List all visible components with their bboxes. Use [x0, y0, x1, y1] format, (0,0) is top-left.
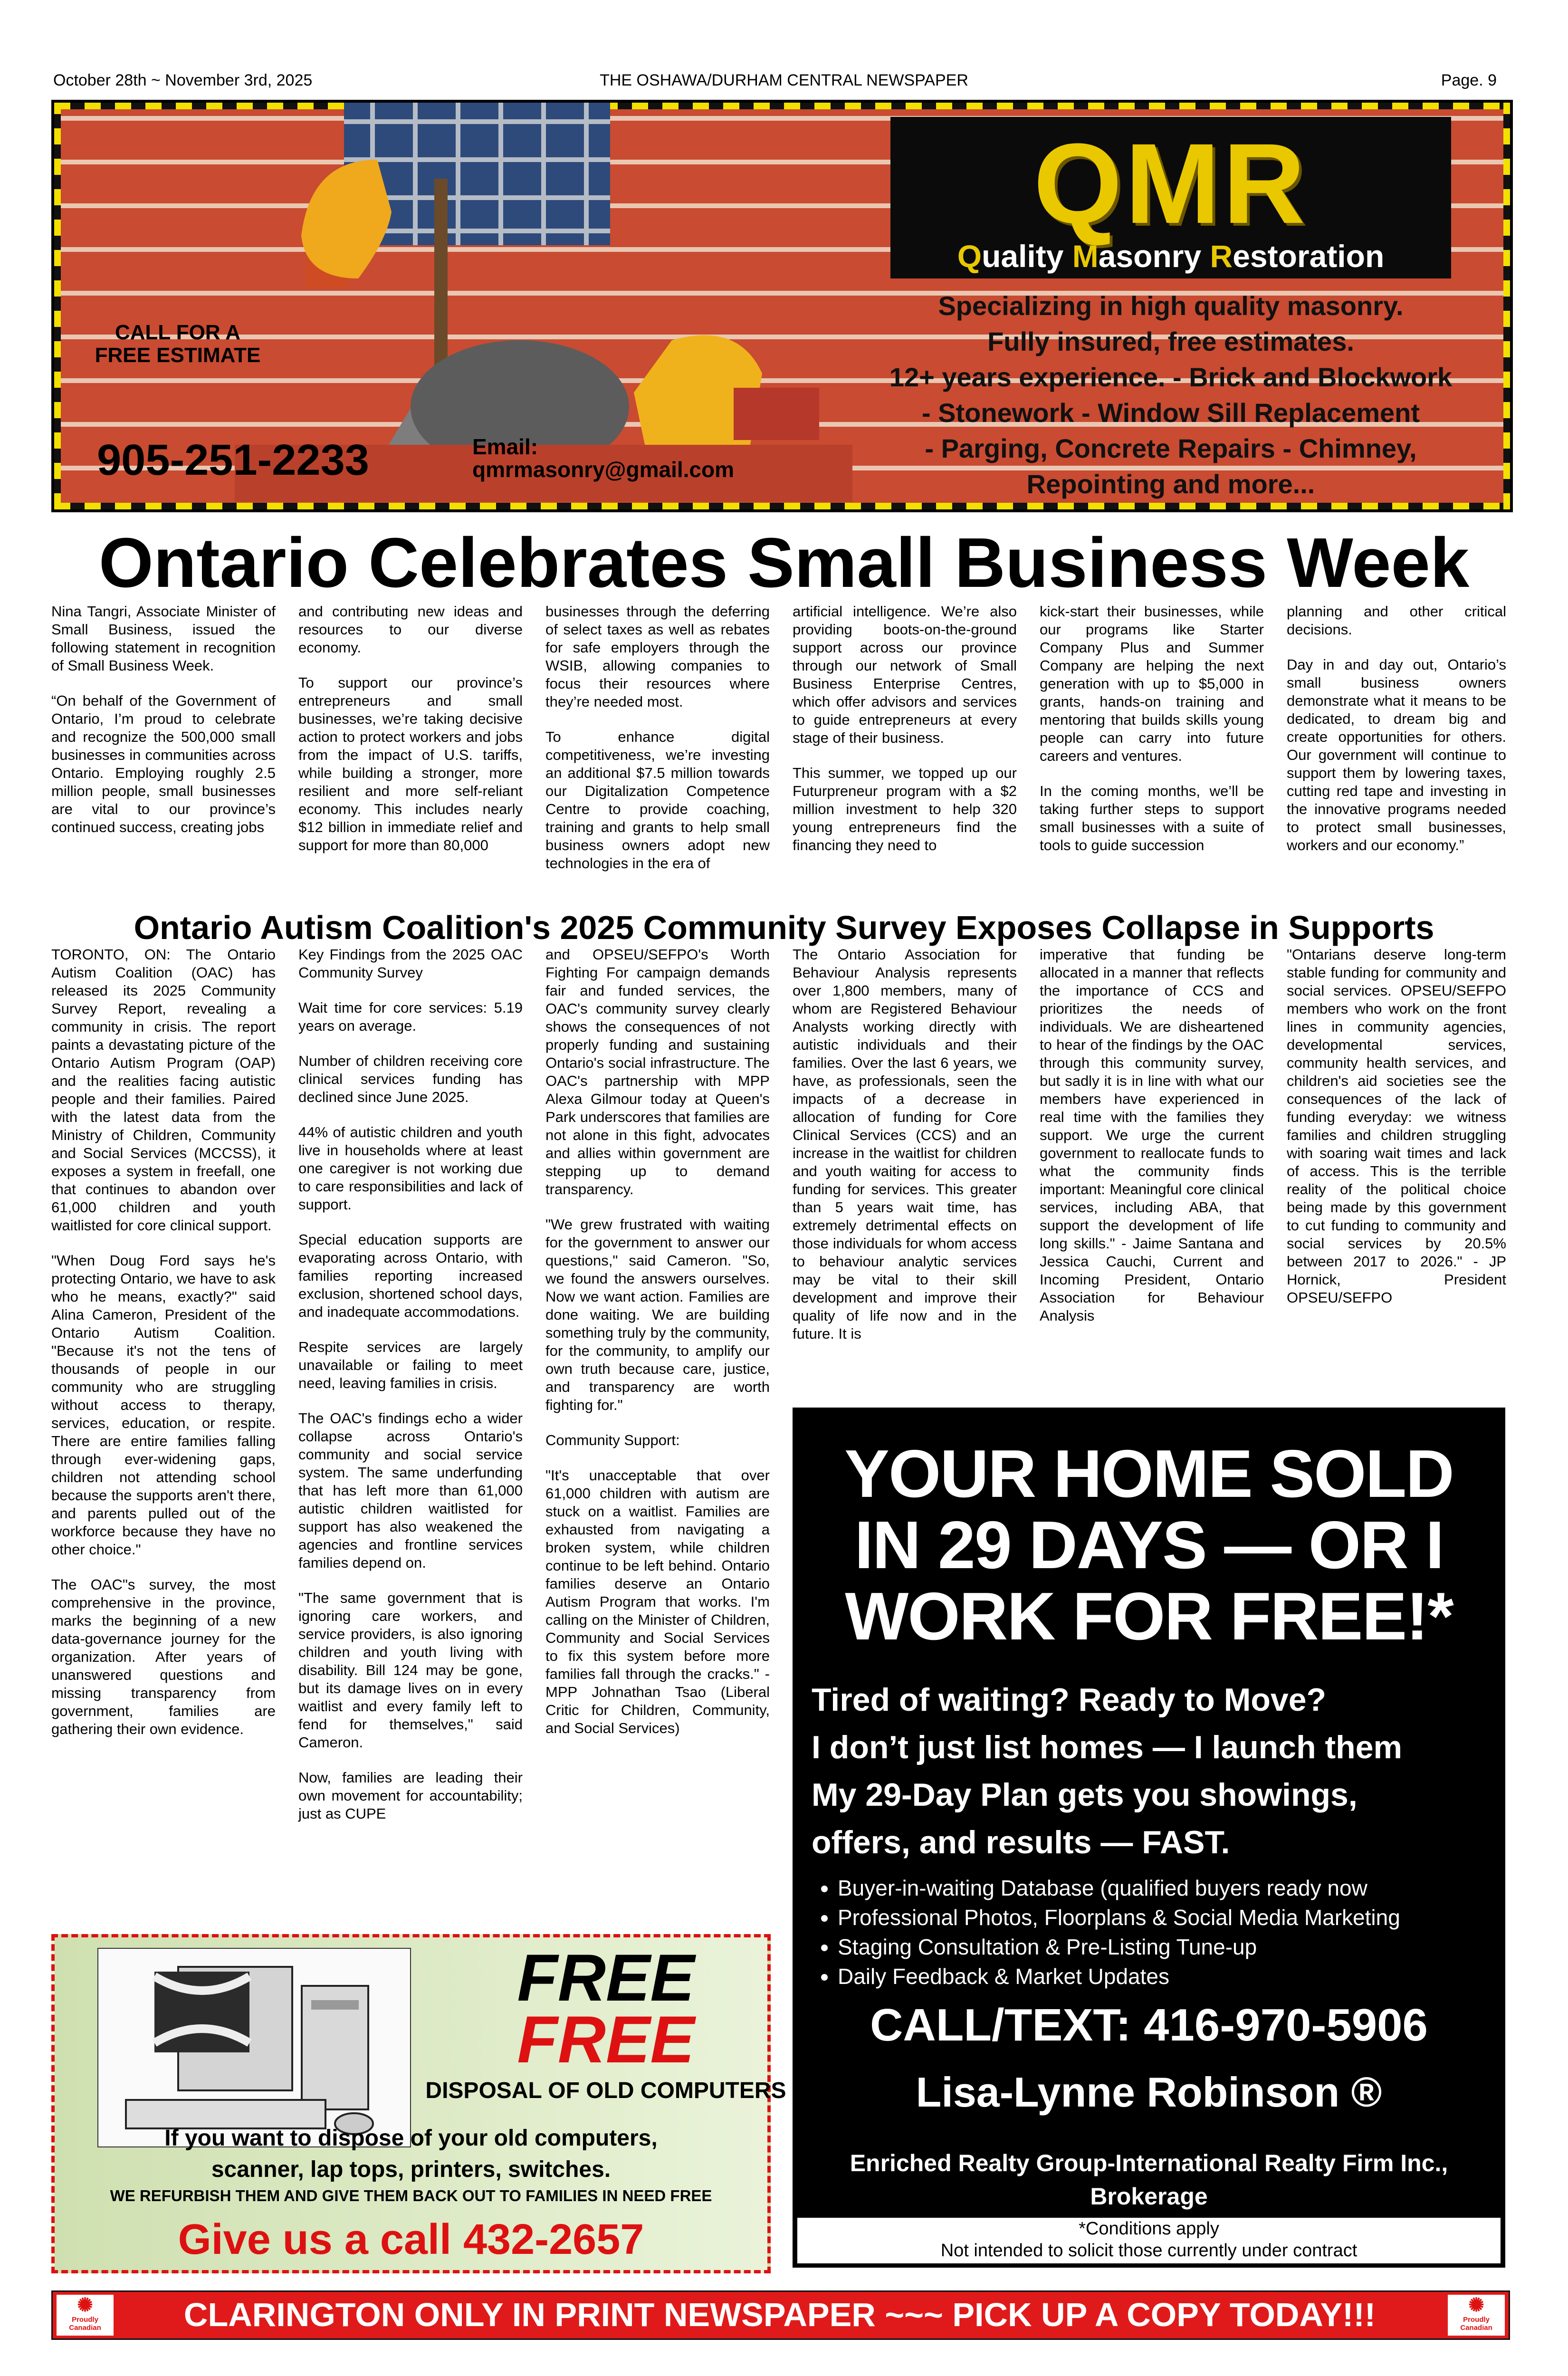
qmr-phone[interactable]: 905-251-2233 [97, 436, 369, 484]
paragraph: "It's unacceptable that over 61,000 children with autism are stuck on a waitlist. Families are exhausted from navigating a broken system, while children continue to be left behind. Ontario families deserve an Ontario Autism Program that works. I'm calling on the Minister of Children, Community and Social Services to fix this system before more families fall through the cracks." - MPP Johnathan Tsao (Liberal Critic for Children, Community, and Social Services) [545, 1467, 770, 1736]
paragraph: Wait time for core services: 5.19 years on average. [298, 999, 523, 1034]
service-line-4: - Stonework - Window Sill Replacement [921, 398, 1420, 428]
qmr-masonry-ad[interactable] [51, 100, 1513, 512]
article1-col3 [545, 603, 770, 890]
email-label: Email: [472, 434, 538, 459]
paragraph: "We grew frustrated with waiting for the government to answer our questions," said Cameron. "So, we found the answers ourselves. Now we want action. Families are done waiting. We are building something truly by the community, for the community, to amplify our own truth because care, justice, and transparency are worth fighting for." [545, 1216, 770, 1413]
article1-col2 [298, 603, 523, 872]
paragraph: Nina Tangri, Associate Minister of Small Business, issued the following statement in recognition of Small Business Week. [51, 603, 276, 674]
old-computer-illustration [97, 1948, 411, 2147]
paragraph: The OAC's findings echo a wider collapse across Ontario's community and social service system. The same underfunding that has left more than 61,000 autistic children waitlisted for support has also weakened the agencies and frontline services families depend on. [298, 1410, 523, 1571]
conditions-box [797, 2218, 1501, 2263]
feature-bullet: • Staging Consultation & Pre-Listing Tune-up [838, 1932, 1522, 1962]
paragraph: 44% of autistic children and youth live in households where at least one caregiver is not working due to care responsibilities and lack of support. [298, 1124, 523, 1213]
paragraph: planning and other critical decisions. [1287, 603, 1506, 638]
subtitle-r: R [1210, 239, 1233, 274]
maple-leaf-icon: ✺ [1468, 2295, 1484, 2316]
qmr-email-block [472, 435, 734, 481]
qmr-email[interactable]: qmrmasonry@gmail.com [472, 457, 735, 482]
paragraph: kick-start their businesses, while our programs like Starter Company Plus and Summer Company are helping the next generation with up to $5,000 in grants, hands-on training and mentoring that builds skills young people can carry into future careers and ventures. [1040, 603, 1264, 764]
paragraph: businesses through the deferring of select taxes as well as rebates for safe employers through the WSIB, allowing companies to focus their resources where they’re needed most. [545, 603, 770, 710]
paragraph: In the coming months, we’ll be taking further steps to support small businesses with a suite of tools to guide succession [1040, 783, 1264, 853]
subtitle-m: M [1072, 239, 1099, 274]
subtitle-quality: uality [982, 239, 1072, 274]
refurbish-note: WE REFURBISH THEM AND GIVE THEM BACK OUT TO FAMILIES IN NEED FREE [110, 2187, 712, 2204]
footer-text: CLARINGTON ONLY IN PRINT NEWSPAPER ~~~ PICK UP A COPY TODAY!!! [183, 2296, 1376, 2333]
realtor-features [812, 1873, 1522, 1991]
qmr-info-panel [889, 117, 1453, 499]
proudly-canadian-badge-left [57, 2295, 114, 2336]
footer-banner [51, 2290, 1510, 2340]
maple-leaf-icon: ✺ [77, 2295, 93, 2316]
paragraph: Day in and day out, Ontario’s small business owners demonstrate what it means to be dedicated, to dream big and create opportunities for others. Our government will continue to support them by lowering taxes, cutting red tape and investing in the innovative programs needed to protect small businesses, workers and our economy.” [1287, 656, 1506, 853]
realtor-phone[interactable]: CALL/TEXT: 416-970-5906 [870, 2000, 1428, 2050]
conditions-line-2: Not intended to solicit those currently under contract [940, 2241, 1358, 2261]
paragraph: "Ontarians deserve long-term stable funding for community and social services. OPSEU/SEFPO members who work on the front lines in community agencies, developmental services, community health services, and children's aid societies see the consequences of the lack of funding everyday: we witness families and children struggling with soaring wait times and lack of access. This is the terrible reality of the political choice being made by this government to cut funding to community and social services by 20.5% between 2017 to 2026." - JP Hornick, President OPSEU/SEFPO [1287, 946, 1506, 1306]
realtor-headline [793, 1438, 1505, 1652]
subtitle-masonry: asonry [1098, 239, 1210, 274]
article2-col2 [298, 946, 523, 1840]
badge-right-bottom: Canadian [1460, 2324, 1492, 2332]
badge-right-top: Proudly [1463, 2316, 1490, 2324]
article1-col1 [51, 603, 276, 853]
qmr-subtitle [890, 238, 1451, 274]
article2-col5 [1040, 946, 1264, 1342]
feature-bullet: • Daily Feedback & Market Updates [838, 1962, 1522, 1991]
badge-left-bottom: Canadian [69, 2324, 101, 2332]
subtitle-restoration: estoration [1233, 239, 1385, 274]
call-line-1: CALL FOR A [115, 321, 240, 344]
article1-col6 [1287, 603, 1506, 872]
pitch-line-3: My 29-Day Plan gets you showings, [812, 1777, 1358, 1813]
realtor-ad[interactable] [793, 1408, 1505, 2268]
feature-bullet: • Buyer-in-waiting Database (qualified buyers ready now [838, 1873, 1522, 1903]
paragraph: Community Support: [545, 1432, 680, 1448]
pitch-line-4: offers, and results — FAST. [812, 1824, 1230, 1860]
paragraph: Special education supports are evaporating across Ontario, with families reporting increased exclusion, shortened school days, and inadequate accommodations. [298, 1231, 523, 1320]
paragraph: Key Findings from the 2025 OAC Community Survey [298, 946, 523, 981]
service-line-3: 12+ years experience. - Brick and Blockwork [889, 362, 1453, 392]
free-heading-2: FREE [517, 2002, 695, 2077]
call-for-estimate [64, 321, 292, 367]
feature-bullet: • Professional Photos, Floorplans & Social Media Marketing [838, 1903, 1522, 1932]
paragraph: artificial intelligence. We’re also providing boots-on-the-ground support across our province through our network of Small Business Enterprise Centres, which offer advisors and services to guide entrepreneurs at every stage of their business. [793, 603, 1017, 746]
brokerage-line-1: Enriched Realty Group-International Realty Firm Inc., [850, 2150, 1448, 2176]
caution-border-left [54, 103, 61, 509]
qmr-services [833, 288, 1508, 502]
paragraph: and contributing new ideas and resources to our diverse economy. [298, 603, 523, 656]
pitch-line-1: Tired of waiting? Ready to Move? [812, 1682, 1327, 1718]
headline-line-3: WORK FOR FREE!* [845, 1579, 1453, 1654]
paragraph: imperative that funding be allocated in a manner that reflects the importance of CCS and prioritizes the needs of individuals. We are disheartened to hear of the findings by the OAC through this community survey, but sadly it is in line with what our members have experienced in real time with the families they support. We urge the current government to reallocate funds to what the community finds important: Meaningful core clinical services, including ABA, that support the development of life long skills." - Jaime Santana and Jessica Cauchi, Current and Incoming President, Ontario Association for Behaviour Analysis [1040, 946, 1264, 1324]
free-computer-disposal-ad[interactable] [51, 1934, 786, 2273]
subtitle-q: Q [957, 239, 982, 274]
realtor-pitch [812, 1676, 1496, 1866]
disposal-subtitle: DISPOSAL OF OLD COMPUTERS [425, 2078, 786, 2103]
free-heading [473, 1940, 739, 2077]
free-heading-1: FREE [517, 1940, 695, 2015]
brokerage-line-2: Brokerage [1090, 2183, 1208, 2210]
article-title-small-business: Ontario Celebrates Small Business Week [98, 524, 1470, 602]
headline-line-2: IN 29 DAYS — OR I [854, 1507, 1444, 1583]
realtor-name: Lisa-Lynne Robinson ® [916, 2069, 1382, 2116]
call-line-2: FREE ESTIMATE [95, 344, 261, 367]
proudly-canadian-badge-right [1448, 2295, 1505, 2336]
brokerage [793, 2146, 1505, 2213]
disposal-line-2: scanner, lap tops, printers, switches. [211, 2157, 611, 2182]
paragraph: TORONTO, ON: The Ontario Autism Coalition (OAC) has released its 2025 Community Survey Report, revealing a community in crisis. The report paints a devastating picture of the Ontario Autism Program (OAP) and the realities facing autistic people and their families. Paired with the latest data from the Ministry of Children, Community and Social Services (MCCSS), it exposes a system in freefall, one that continues to abandon over 61,000 children and youth waitlisted for core clinical support. [51, 946, 276, 1234]
pitch-line-2: I don’t just list homes — I launch them [812, 1729, 1402, 1765]
paragraph: The OAC"s survey, the most comprehensive in the province, marks the beginning of a new data-governance journey for the organization. After years of unanswered questions and missing transparency from government, families are gathering their own evidence. [51, 1576, 276, 1737]
paragraph: "When Doug Ford says he's protecting Ontario, we have to ask who he means, exactly?" said Alina Cameron, President of the Ontario Autism Coalition. "Because it's not the tens of thousands of people in our community who are struggling without access to therapy, services, education, or respite. There are entire families falling through ever-widening gaps, children not attending school because the supports aren't there, and parents pulled out of the workforce because they have no other choice." [51, 1252, 276, 1558]
paragraph: Now, families are leading their own movement for accountability; just as CUPE [298, 1769, 523, 1822]
article1-col4 [793, 603, 1017, 872]
paragraph: This summer, we topped up our Futurpreneur program with a $2 million investment to help 320 young entrepreneurs find the financing they need to [793, 765, 1017, 853]
service-line-6: Repointing and more... [1026, 469, 1315, 499]
conditions-line-1: *Conditions apply [1079, 2219, 1219, 2239]
qmr-logo: QMR [1033, 120, 1308, 247]
service-line-5: - Parging, Concrete Repairs - Chimney, [925, 433, 1417, 463]
article2-col4 [793, 946, 1017, 1360]
paragraph: "The same government that is ignoring care workers, and service providers, is also ignoring children and youth living with disability. Bill 124 may be gone, but its damage lives on in every waitlist and every family left to fend for themselves," said Cameron. [298, 1590, 523, 1751]
disposal-line-1: If you want to dispose of your old computers, [164, 2126, 658, 2151]
badge-left-top: Proudly [72, 2316, 98, 2324]
page-number: Page. 9 [1441, 71, 1497, 89]
paragraph: “On behalf of the Government of Ontario, I’m proud to celebrate and recognize the 500,000 small businesses in communities across Ontario. Employing roughly 2.5 million people, small businesses are vital to our province’s continued success, creating jobs [51, 692, 276, 835]
article1-col5 [1040, 603, 1264, 872]
headline-line-1: YOUR HOME SOLD [844, 1436, 1453, 1512]
service-line-2: Fully insured, free estimates. [987, 326, 1354, 356]
service-line-1: Specializing in high quality masonry. [938, 291, 1404, 321]
paragraph: To enhance digital competitiveness, we’re investing an additional $7.5 million towards our Digitalization Competence Centre to provide coaching, training and grants to help small business owners adopt new technologies in the era of [545, 728, 770, 872]
article2-col1 [51, 946, 276, 1755]
article2-col6 [1287, 946, 1506, 1324]
disposal-call[interactable]: Give us a call 432-2657 [178, 2216, 644, 2263]
disposal-details [55, 2123, 767, 2206]
paragraph: The Ontario Association for Behaviour Analysis represents over 1,800 members, many of whom are Registered Behaviour Analysts working directly with autistic individuals and their families. Over the last 6 years, we have, as professionals, seen the impacts of a decrease in allocation of funding for Core Clinical Services (CCS) and an increase in the waitlist for children and youth waiting for access to funding for services. This greater than 5 years wait time, has extremely detrimental effects on those individuals for whom access to behaviour analytic services may be vital to their skill development and improve their quality of life now and in the future. It is [793, 946, 1017, 1342]
paragraph: To support our province’s entrepreneurs and small businesses, we’re taking decisive action to protect workers and jobs from the impact of U.S. tariffs, while building a stronger, more resilient and more self-reliant economy. This includes nearly $12 billion in immediate relief and support for more than 80,000 [298, 674, 523, 853]
paragraph: Number of children receiving core clinical services funding has declined since June 2025. [298, 1053, 523, 1105]
paragraph: Respite services are largely unavailable or failing to meet need, leaving families in crisis. [298, 1339, 523, 1391]
paragraph: and OPSEU/SEFPO's Worth Fighting For campaign demands fair and funded services, the OAC's community survey clearly shows the consequences of not properly funding and sustaining Ontario's social infrastructure. The OAC's partnership with MPP Alexa Gilmour today at Queen's Park underscores that families are not alone in this fight, advocates and allies within government are stepping up to demand transparency. [545, 946, 770, 1198]
article2-col3 [545, 946, 770, 1754]
issue-date: October 28th ~ November 3rd, 2025 [53, 71, 313, 89]
newspaper-name: THE OSHAWA/DURHAM CENTRAL NEWSPAPER [600, 71, 968, 89]
article-title-autism-survey: Ontario Autism Coalition's 2025 Community Survey Exposes Collapse in Supports [134, 909, 1434, 946]
